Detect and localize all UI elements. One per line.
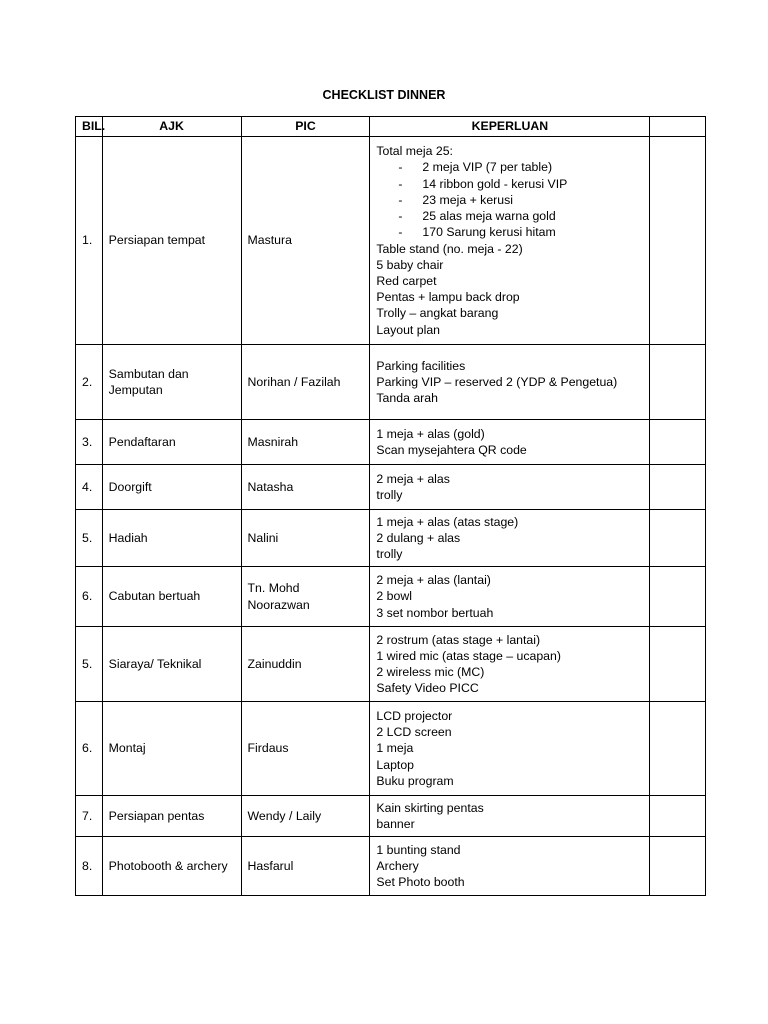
cell-keperluan (370, 702, 650, 796)
keperluan-item: trolly (376, 547, 403, 562)
cell-pic: Firdaus (241, 702, 370, 796)
keperluan-title: Total meja 25: (376, 144, 453, 159)
keperluan-sub-item (376, 159, 643, 175)
table-row (76, 137, 706, 345)
keperluan-item: Safety Video PICC (376, 681, 479, 696)
header-keperluan: KEPERLUAN (370, 117, 650, 137)
cell-pic: Natasha (241, 465, 370, 510)
keperluan-item: Parking facilities (376, 358, 466, 373)
cell-keperluan (370, 796, 650, 837)
table-row (76, 345, 706, 420)
table-row (76, 837, 706, 896)
dash-bullet-icon: - (398, 209, 403, 224)
keperluan-item: Laptop (376, 757, 415, 772)
table-header-row (76, 117, 706, 137)
keperluan-sub-item (376, 176, 643, 192)
cell-keperluan (370, 567, 650, 627)
cell-bil: 2. (76, 345, 103, 420)
cell-bil: 3. (76, 420, 103, 465)
cell-extra (650, 627, 706, 702)
cell-ajk: Cabutan bertuah (102, 567, 241, 627)
cell-ajk: Persiapan tempat (102, 137, 241, 345)
cell-keperluan (370, 345, 650, 420)
cell-extra (650, 796, 706, 837)
keperluan-sub-item (376, 224, 643, 240)
keperluan-item: Red carpet (376, 273, 437, 288)
keperluan-item: Table stand (no. meja - 22) (376, 241, 523, 256)
keperluan-item: 1 wired mic (atas stage – ucapan) (376, 648, 561, 663)
keperluan-item: 1 meja + alas (atas stage) (376, 514, 519, 529)
keperluan-item: banner (376, 817, 415, 831)
cell-bil: 6. (76, 567, 103, 627)
keperluan-item: trolly (376, 488, 403, 502)
dash-bullet-icon: - (398, 160, 403, 175)
cell-extra (650, 137, 706, 345)
header-bil: BIL. (76, 117, 103, 137)
header-ajk: AJK (102, 117, 241, 137)
cell-ajk: Pendaftaran (102, 420, 241, 465)
checklist-table (75, 116, 706, 896)
keperluan-item: 5 baby chair (376, 257, 444, 272)
table-row (76, 420, 706, 465)
keperluan-item: Layout plan (376, 322, 440, 337)
keperluan-item: 1 bunting stand (376, 842, 461, 857)
table-row (76, 702, 706, 796)
keperluan-item: 1 meja + alas (gold) (376, 426, 485, 441)
keperluan-item: LCD projector (376, 708, 453, 723)
keperluan-item: Parking VIP – reserved 2 (YDP & Pengetua) (376, 374, 618, 389)
keperluan-sub-item (376, 192, 643, 208)
cell-pic: Wendy / Laily (241, 796, 370, 837)
cell-extra (650, 567, 706, 627)
cell-pic: Norihan / Fazilah (241, 345, 370, 420)
table-body (76, 137, 706, 896)
cell-ajk: Photobooth & archery (102, 837, 241, 896)
cell-extra (650, 837, 706, 896)
keperluan-sub-text: 2 meja VIP (7 per table) (422, 160, 553, 175)
cell-pic: Nalini (241, 510, 370, 567)
keperluan-item: Set Photo booth (376, 875, 465, 890)
keperluan-item: 2 LCD screen (376, 725, 452, 740)
cell-ajk: Doorgift (102, 465, 241, 510)
keperluan-item: 2 wireless mic (MC) (376, 665, 485, 679)
keperluan-item: Scan mysejahtera QR code (376, 443, 527, 457)
keperluan-item: 2 meja + alas (lantai) (376, 573, 491, 588)
cell-keperluan (370, 137, 650, 345)
table-row (76, 465, 706, 510)
cell-bil: 5. (76, 627, 103, 702)
cell-keperluan (370, 627, 650, 702)
keperluan-sub-text: 14 ribbon gold - kerusi VIP (422, 176, 568, 191)
cell-keperluan (370, 465, 650, 510)
keperluan-item: Kain skirting pentas (376, 800, 484, 815)
keperluan-item: 2 meja + alas (376, 471, 450, 486)
table-row (76, 510, 706, 567)
cell-pic: Mastura (241, 137, 370, 345)
dash-bullet-icon: - (398, 225, 403, 240)
cell-extra (650, 465, 706, 510)
cell-extra (650, 702, 706, 796)
keperluan-item: Archery (376, 858, 419, 873)
keperluan-item: 1 meja (376, 741, 414, 756)
cell-pic: Hasfarul (241, 837, 370, 896)
table-row (76, 627, 706, 702)
cell-ajk: Siaraya/ Teknikal (102, 627, 241, 702)
cell-pic: Masnirah (241, 420, 370, 465)
cell-pic: Zainuddin (241, 627, 370, 702)
dash-bullet-icon: - (398, 192, 403, 207)
cell-bil: 4. (76, 465, 103, 510)
header-extra (650, 117, 706, 137)
cell-ajk: Persiapan pentas (102, 796, 241, 837)
keperluan-item: Trolly – angkat barang (376, 306, 499, 321)
header-pic: PIC (241, 117, 370, 137)
keperluan-item: Pentas + lampu back drop (376, 290, 520, 305)
keperluan-item: 2 rostrum (atas stage + lantai) (376, 632, 541, 647)
cell-keperluan (370, 510, 650, 567)
cell-keperluan (370, 420, 650, 465)
cell-bil: 5. (76, 510, 103, 567)
keperluan-sub-text: 25 alas meja warna gold (422, 209, 556, 224)
cell-ajk: Sambutan dan Jemputan (102, 345, 241, 420)
cell-bil: 8. (76, 837, 103, 896)
table-row (76, 567, 706, 627)
keperluan-item: Buku program (376, 773, 454, 788)
cell-keperluan (370, 837, 650, 896)
cell-pic: Tn. Mohd Noorazwan (241, 567, 370, 627)
cell-extra (650, 510, 706, 567)
cell-extra (650, 420, 706, 465)
table-row (76, 796, 706, 837)
cell-ajk: Montaj (102, 702, 241, 796)
cell-extra (650, 345, 706, 420)
cell-bil: 1. (76, 137, 103, 345)
keperluan-item: 3 set nombor bertuah (376, 605, 494, 620)
keperluan-sub-item (376, 208, 643, 224)
keperluan-item: Tanda arah (376, 391, 438, 406)
keperluan-sub-text: 170 Sarung kerusi hitam (422, 225, 556, 240)
cell-bil: 7. (76, 796, 103, 837)
cell-ajk: Hadiah (102, 510, 241, 567)
keperluan-sub-text: 23 meja + kerusi (422, 192, 513, 207)
keperluan-item: 2 bowl (376, 589, 412, 604)
page-title: CHECKLIST DINNER (322, 88, 446, 102)
dash-bullet-icon: - (398, 176, 403, 191)
keperluan-item: 2 dulang + alas (376, 530, 461, 545)
cell-bil: 6. (76, 702, 103, 796)
